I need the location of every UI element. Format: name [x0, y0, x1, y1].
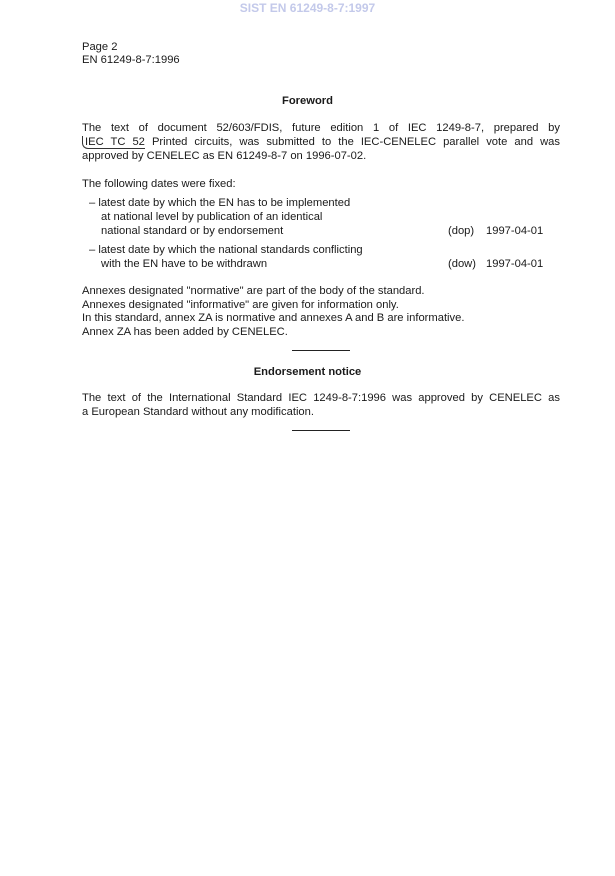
- page-number: Page 2: [82, 41, 118, 53]
- endorsement-line: The text of the International Standard IEC 1249-8-7:1996 was approved by CENELEC as: [82, 392, 560, 404]
- date-value: 1997-04-01: [486, 258, 544, 270]
- date-code: (dow): [448, 258, 476, 270]
- date-item-line: national standard or by endorsement: [101, 225, 284, 237]
- foreword-title: Foreword: [282, 95, 333, 107]
- foreword-para-line: [82, 136, 560, 149]
- document-id: EN 61249-8-7:1996: [82, 54, 180, 66]
- annex-line: In this standard, annex ZA is normative and annexes A and B are informative.: [82, 312, 465, 324]
- committee-ref: IEC TC 52: [82, 136, 145, 149]
- annex-line: Annexes designated "normative" are part of the body of the standard.: [82, 285, 425, 297]
- date-item-line: with the EN have to be withdrawn: [101, 258, 268, 270]
- annex-line: Annexes designated "informative" are given for information only.: [82, 299, 399, 311]
- foreword-para-text: Printed circuits, was submitted to the IEC-CENELEC parallel vote and was: [151, 136, 560, 148]
- date-item-line: – latest date by which the EN has to be implemented: [89, 197, 351, 209]
- endorsement-title: Endorsement notice: [253, 366, 362, 378]
- section-divider: [292, 350, 350, 351]
- date-item-line: at national level by publication of an identical: [101, 211, 323, 223]
- section-divider: [292, 430, 350, 431]
- endorsement-line: a European Standard without any modification.: [82, 406, 314, 418]
- watermark: SIST EN 61249-8-7:1997: [239, 1, 376, 15]
- date-code: (dop): [448, 225, 475, 237]
- date-item-line: – latest date by which the national standards conflicting: [89, 244, 363, 256]
- annex-line: Annex ZA has been added by CENELEC.: [82, 326, 288, 338]
- date-value: 1997-04-01: [486, 225, 544, 237]
- foreword-para-line: approved by CENELEC as EN 61249-8-7 on 1996-07-02.: [82, 150, 367, 162]
- foreword-para-line: The text of document 52/603/FDIS, future edition 1 of IEC 1249-8-7, prepared by: [82, 122, 560, 134]
- dates-intro: The following dates were fixed:: [82, 178, 236, 190]
